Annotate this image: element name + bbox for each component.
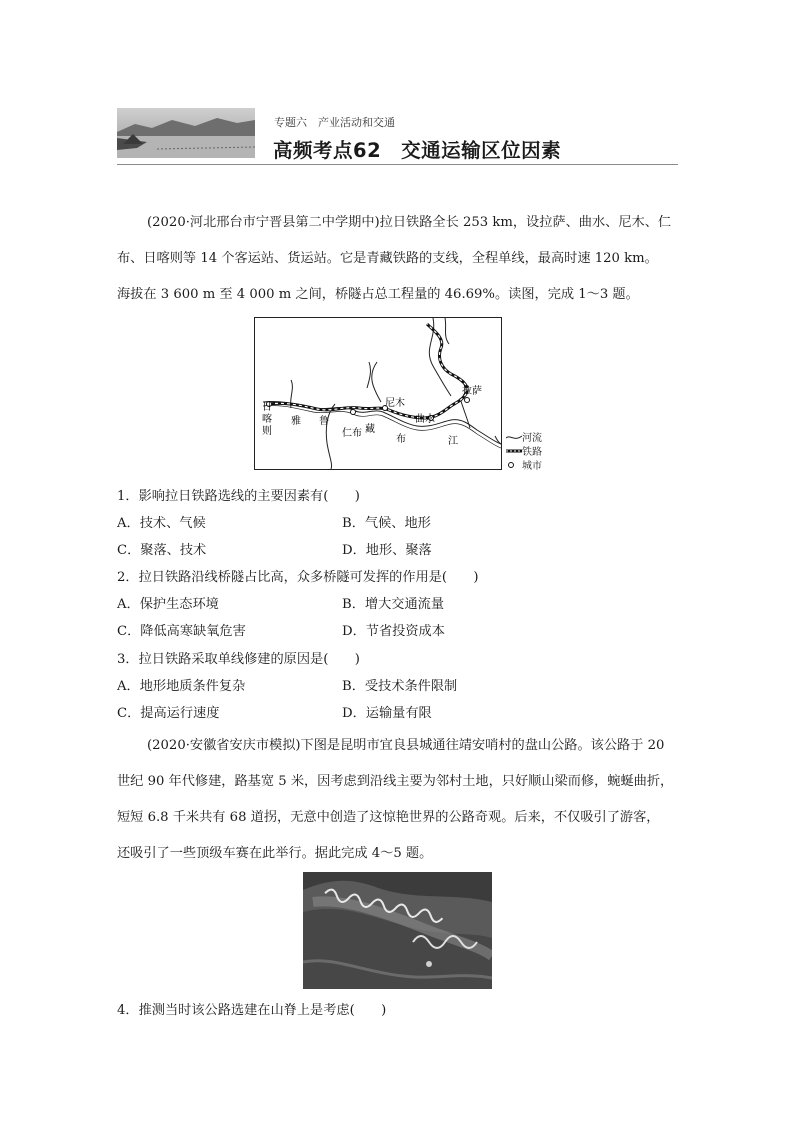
river-char: 江: [448, 436, 458, 447]
passage2-line-2: 世纪 90 年代修建，路基宽 5 米，因考虑到沿线主要为邻村土地，只好顺山梁而修，蜿蜒曲折，: [117, 774, 674, 789]
river-char: 雅: [291, 416, 301, 427]
city-label-qushui: 曲水: [415, 414, 435, 425]
question-2-option-b: B．增大交通流量: [342, 597, 445, 612]
question-2-stem: 2．拉日铁路沿线桥隧占比高，众多桥隧可发挥的作用是( ): [117, 570, 479, 585]
question-1-option-b: B．气候、地形: [342, 516, 431, 531]
river-char: 藏: [365, 424, 375, 435]
legend-city: 城市: [522, 461, 542, 472]
legend-river: 河流: [522, 433, 542, 444]
city-label-renbu: 仁布: [342, 428, 362, 439]
city-label-rikaze-3: 则: [262, 426, 272, 437]
question-2-option-a: A．保护生态环境: [117, 597, 219, 612]
city-label-lasa: 拉萨: [462, 386, 482, 397]
question-3-stem: 3．拉日铁路采取单线修建的原因是( ): [117, 652, 360, 667]
passage2-line-3: 短短 6.8 千米共有 68 道拐，无意中创造了这惊艳世界的公路奇观。后来，不仅吸引了游客，: [117, 810, 660, 825]
question-1-stem: 1．影响拉日铁路选线的主要因素有( ): [117, 489, 360, 504]
question-3-option-c: C．提高运行速度: [117, 706, 220, 721]
passage1-line-1: (2020·河北邢台市宁晋县第二中学期中)拉日铁路全长 253 km，设拉萨、曲水、尼木、仁: [147, 215, 672, 230]
river-char: 鲁: [319, 416, 329, 427]
river-char: 布: [396, 434, 406, 445]
passage2-line-1: (2020·安徽省安庆市模拟)下图是昆明市宜良县城通往靖安哨村的盘山公路。该公路于 20: [147, 738, 665, 753]
city-label-rikaze-1: 日: [262, 402, 272, 413]
legend-railway: 铁路: [522, 447, 542, 458]
question-4-stem: 4．推测当时该公路选建在山脊上是考虑( ): [117, 1003, 387, 1018]
header-landscape-photo: [117, 108, 255, 158]
winding-mountain-road-photo: [303, 872, 492, 989]
question-3-option-d: D．运输量有限: [342, 706, 432, 721]
city-label-rikaze-2: 喀: [262, 414, 272, 425]
header-divider: [117, 164, 678, 165]
city-marker: [351, 410, 356, 415]
question-1-option-a: A．技术、气候: [117, 516, 206, 531]
map-legend: [506, 432, 542, 474]
question-3-option-b: B．受技术条件限制: [342, 679, 458, 694]
page-title: 高频考点62 交通运输区位因素: [273, 139, 562, 162]
city-marker: [465, 398, 470, 403]
question-3-option-a: A．地形地质条件复杂: [117, 679, 246, 694]
question-1-option-c: C．聚落、技术: [117, 543, 207, 558]
chapter-subject: 专题六 产业活动和交通: [274, 116, 395, 129]
passage2-line-4: 还吸引了一些顶级车赛在此举行。据此完成 4～5 题。: [117, 846, 433, 861]
city-label-nimu: 尼木: [385, 398, 405, 409]
passage1-line-3: 海拔在 3 600 m 至 4 000 m 之间，桥隧占总工程量的 46.69%。读图，完成 1～3 题。: [117, 287, 639, 302]
question-1-option-d: D．地形、聚落: [342, 543, 432, 558]
question-2-option-d: D．节省投资成本: [342, 624, 445, 639]
passage1-line-2: 布、日喀则等 14 个客运站、货运站。它是青藏铁路的支线，全程单线，最高时速 120 km。: [117, 251, 658, 266]
question-2-option-c: C．降低高寒缺氧危害: [117, 624, 246, 639]
lhasa-shigatse-railway-map: [254, 317, 502, 470]
